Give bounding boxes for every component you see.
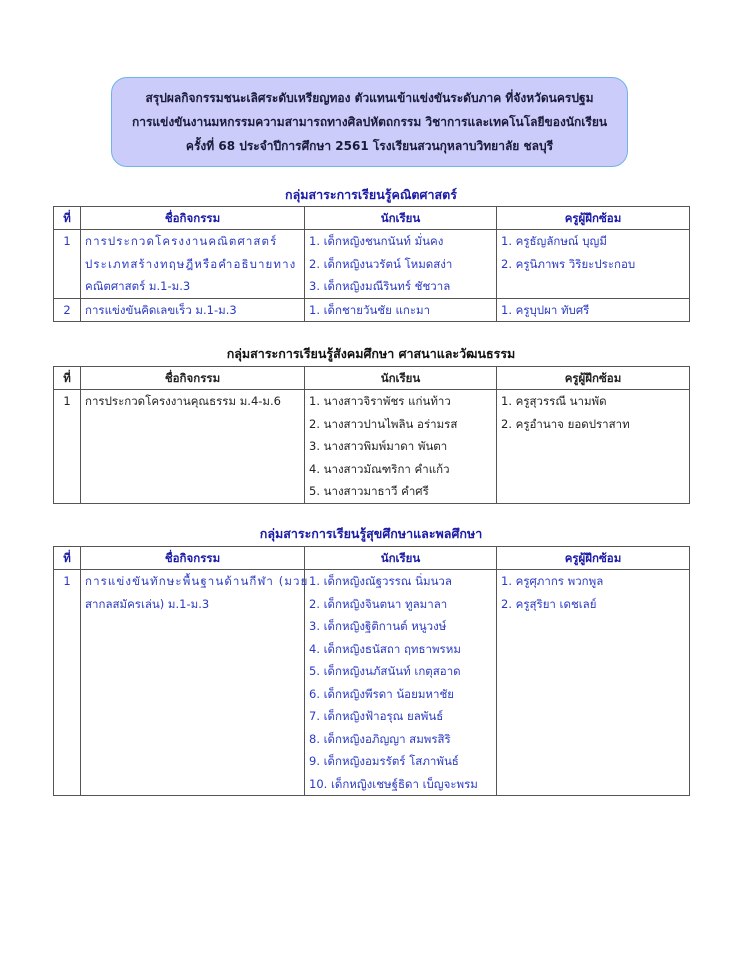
col-header-students: นักเรียน <box>305 367 497 390</box>
student-item: 8. เด็กหญิงอภิญญา สมพรสิริ <box>309 731 451 746</box>
student-item: 5. เด็กหญิงนภัสนันท์ เกตุสอาด <box>309 664 461 678</box>
student-item: 6. เด็กหญิงพีรดา น้อยมหาชัย <box>309 686 454 701</box>
student-item: 3. เด็กหญิงมณีรินทร์ ชัชวาล <box>309 279 451 293</box>
student-item: 9. เด็กหญิงอมรรัตร์ โสภาพันธ์ <box>309 754 459 768</box>
student-item: 3. เด็กหญิงฐิติกานต์ หนูวงษ์ <box>309 619 447 633</box>
section-title-math: กลุ่มสาระการเรียนรู้คณิตศาสตร์ <box>285 187 457 202</box>
coaches-cell <box>497 570 690 796</box>
coach-item: 1. ครูศุภากร พวกพูล <box>501 574 604 588</box>
col-header-students: นักเรียน <box>305 547 497 570</box>
table-health-pe <box>53 546 690 796</box>
row-number: 1 <box>54 230 81 299</box>
title-line-2: การแข่งขันงานมหกรรมความสามารถทางศิลปหัตถกรรม วิชาการและเทคโนโลยีของนักเรียน <box>131 115 608 129</box>
students-cell <box>305 390 497 504</box>
table-header-row <box>54 207 690 230</box>
col-header-activity: ชื่อกิจกรรม <box>81 207 305 230</box>
coaches-cell <box>497 230 690 299</box>
student-item: 1. เด็กหญิงณัฐวรรณ นิ่มนวล <box>309 574 452 588</box>
col-header-no: ที่ <box>54 547 81 570</box>
section-title-social: กลุ่มสาระการเรียนรู้สังคมศึกษา ศาสนาและวัฒนธรรม <box>226 346 516 361</box>
col-header-coaches: ครูผู้ฝึกซ้อม <box>497 547 690 570</box>
student-item: 4. นางสาวมัณฑริกา คำแก้ว <box>309 461 450 476</box>
coach-item: 1. ครูธัญลักษณ์ บุญมี <box>501 234 607 248</box>
table-row <box>54 298 690 322</box>
table-row <box>54 230 690 299</box>
table-math <box>53 206 690 322</box>
student-item: 1. เด็กหญิงชนกนันท์ มั่นคง <box>309 234 444 248</box>
coaches-cell <box>497 298 690 322</box>
activity-line: การแข่งขันคิดเลขเร็ว ม.1-ม.3 <box>85 302 237 317</box>
col-header-no: ที่ <box>54 367 81 390</box>
table-row <box>54 570 690 796</box>
coach-item: 1. ครูสุวรรณี นามพัด <box>501 394 607 408</box>
student-item: 3. นางสาวพิมพ์มาดา พันตา <box>309 439 448 453</box>
section-title-health-pe: กลุ่มสาระการเรียนรู้สุขศึกษาและพลศึกษา <box>259 526 483 541</box>
student-item: 2. นางสาวปานไพลิน อร่ามรส <box>309 416 458 431</box>
student-item: 1. นางสาวจิราพัชร แก่นท้าว <box>309 394 451 408</box>
coach-item: 2. ครูสุริยา เดชเลย์ <box>501 596 597 611</box>
activity-cell <box>81 390 305 504</box>
document-title-box <box>111 77 628 167</box>
student-item: 5. นางสาวมาธาวี คำศรี <box>309 484 429 498</box>
activity-line: สากลสมัครเล่น) ม.1-ม.3 <box>85 596 210 611</box>
table-header-row <box>54 547 690 570</box>
title-line-1: สรุปผลกิจกรรมชนะเลิศระดับเหรียญทอง ตัวแทนเข้าแข่งขันระดับภาค ที่จังหวัดนครปฐม <box>145 91 594 105</box>
activity-line: การประกวดโครงงานคณิตศาสตร์ <box>85 234 278 248</box>
col-header-no: ที่ <box>54 207 81 230</box>
coach-item: 2. ครูอำนาจ ยอดปราสาท <box>501 416 630 431</box>
student-item: 2. เด็กหญิงนวรัตน์ โหมดสง่า <box>309 256 453 271</box>
student-item: 7. เด็กหญิงฟ้าอรุณ ยลพันธ์ <box>309 709 444 723</box>
row-number: 1 <box>54 570 81 796</box>
activity-line: ประเภทสร้างทฤษฎีหรือคำอธิบายทาง <box>85 256 297 271</box>
activity-cell <box>81 230 305 299</box>
student-item: 4. เด็กหญิงธนัสถา ฤทธาพรหม <box>309 641 461 656</box>
title-line-3: ครั้งที่ 68 ประจำปีการศึกษา 2561 โรงเรียนสวนกุหลาบวิทยาลัย ชลบุรี <box>185 139 554 153</box>
row-number: 1 <box>54 390 81 504</box>
col-header-coaches: ครูผู้ฝึกซ้อม <box>497 367 690 390</box>
table-header-row <box>54 367 690 390</box>
activity-line: การแข่งขันทักษะพื้นฐานด้านกีฬา (มวย <box>85 574 309 588</box>
coach-item: 2. ครูนิภาพร วิริยะประกอบ <box>501 256 636 271</box>
students-cell <box>305 298 497 322</box>
activity-line: การประกวดโครงงานคุณธรรม ม.4-ม.6 <box>85 394 281 408</box>
activity-line: คณิตศาสตร์ ม.1-ม.3 <box>85 279 191 293</box>
row-number: 2 <box>54 298 81 322</box>
table-social <box>53 366 690 504</box>
table-row <box>54 390 690 504</box>
activity-cell <box>81 570 309 796</box>
col-header-students: นักเรียน <box>305 207 497 230</box>
students-cell <box>305 230 497 299</box>
col-header-activity: ชื่อกิจกรรม <box>81 547 305 570</box>
col-header-coaches: ครูผู้ฝึกซ้อม <box>497 207 690 230</box>
students-cell <box>305 570 497 796</box>
student-item: 1. เด็กชายวันชัย แกะมา <box>309 302 431 317</box>
student-item: 2. เด็กหญิงจินตนา ทูลมาลา <box>309 596 448 611</box>
activity-cell <box>81 298 305 322</box>
coach-item: 1. ครูบุปผา ทับศรี <box>501 302 590 317</box>
col-header-activity: ชื่อกิจกรรม <box>81 367 305 390</box>
student-item: 10. เด็กหญิงเชษฐ์ธิดา เบ็ญจะพรม <box>309 776 478 791</box>
coaches-cell <box>497 390 690 504</box>
